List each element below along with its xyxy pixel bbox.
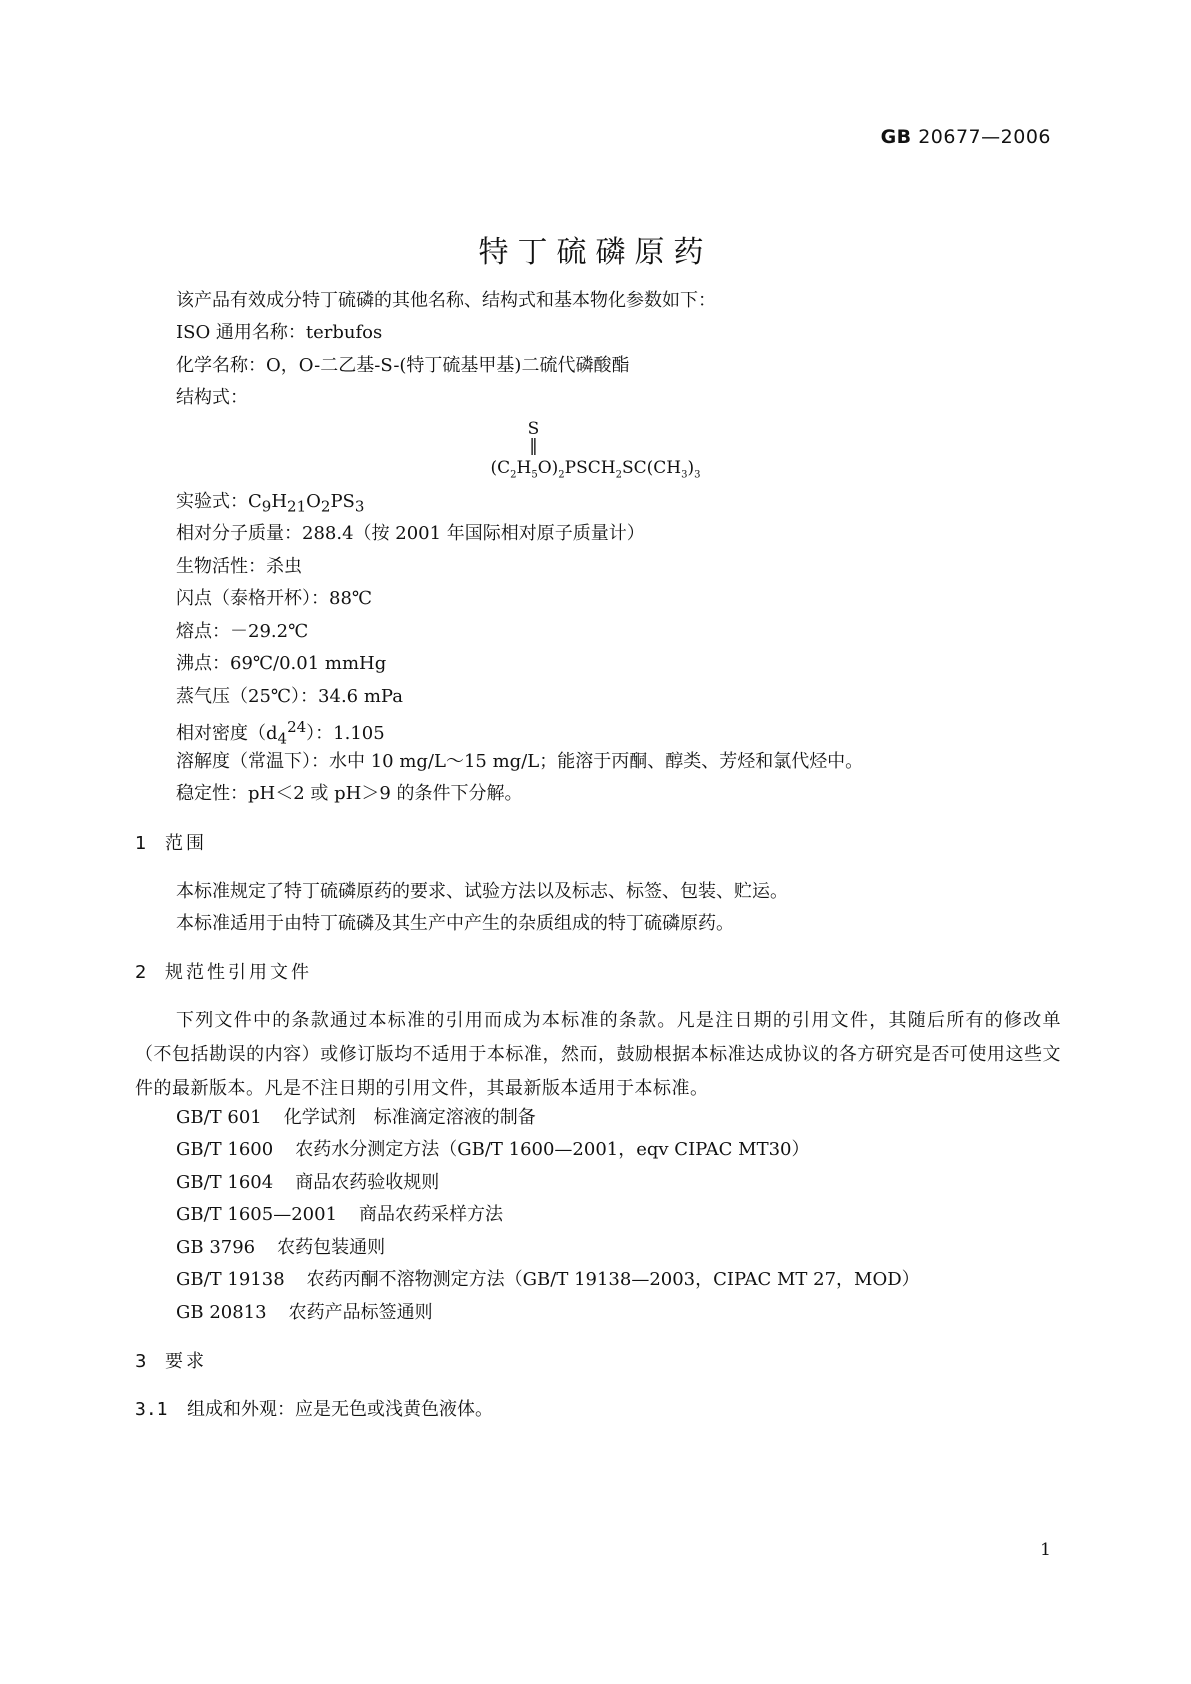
standard-code: 20677—2006 [918,126,1051,148]
normative-references-paragraph: 下列文件中的条款通过本标准的引用而成为本标准的条款。凡是注日期的引用文件，其随后所有的修改单（不包括勘误的内容）或修订版均不适用于本标准，然而，鼓励根据本标准达成协议的各方研究是否可使用这些文件的最新版本。凡是不注日期的引用文件，其最新版本适用于本标准。 [135,1010,1061,1099]
reference-code: GB/T 1605—2001 [176,1204,338,1225]
section-title: 要求 [165,1351,207,1372]
clause-text: 组成和外观：应是无色或浅黄色液体。 [187,1399,493,1420]
solubility: 溶解度（常温下）：水中 10 mg/L～15 mg/L；能溶于丙酮、醇类、芳烃和氯代烃中。 [176,751,864,772]
double-bond-mark: ‖ [529,436,538,456]
empirical-formula: 实验式：$C_9H_{21}O_2PS_3$ [176,491,365,516]
reference-item [176,1174,439,1192]
reference-title: 商品农药采样方法 [359,1204,504,1225]
molecular-weight: 相对分子质量：288.4（按 2001 年国际相对原子质量计） [176,523,645,544]
reference-code: GB 20813 [176,1302,267,1323]
reference-item [176,1109,536,1127]
flash-point: 闪点（泰格开杯）：88℃ [176,588,373,609]
biological-activity: 生物活性：杀虫 [176,556,302,577]
reference-code: GB/T 19138 [176,1269,285,1290]
reference-item [176,1239,385,1257]
reference-code: GB/T 1600 [176,1139,274,1160]
reference-title: 农药包装通则 [277,1237,386,1258]
structure-double-bond [0,436,1191,456]
reference-item [176,1141,809,1159]
reference-item [176,1304,433,1322]
page-number: 1 [1040,1540,1051,1560]
scope-paragraph-1: 本标准规定了特丁硫磷原药的要求、试验方法以及标志、标签、包装、贮运。 [176,881,788,902]
clause-number: 3.1 [135,1399,168,1420]
reference-code: GB/T 601 [176,1107,262,1128]
section-1-heading [135,835,207,853]
reference-code: GB 3796 [176,1237,256,1258]
section-2-heading [135,964,312,982]
reference-title: 农药水分测定方法（GB/T 1600—2001，eqv CIPAC MT30） [295,1139,810,1160]
scope-paragraph-2: 本标准适用于由特丁硫磷及其生产中产生的杂质组成的特丁硫磷原药。 [176,913,734,934]
section-title: 范围 [165,833,207,854]
reference-title: 农药丙酮不溶物测定方法（GB/T 19138—2003，CIPAC MT 27，MOD） [306,1269,920,1290]
vapor-pressure: 蒸气压（25℃）：34.6 mPa [176,686,403,707]
structure-s-atom: S [527,419,540,439]
section-title: 规范性引用文件 [165,962,312,983]
structural-formula: $(C_2H_5O)_2PSCH_2SC(CH_3)_3$ [490,458,701,481]
chemical-name: 化学名称：O，O-二乙基-S-(特丁硫基甲基)二硫代磷酸酯 [176,355,630,376]
standard-prefix: GB [880,126,912,148]
intro-lead: 该产品有效成分特丁硫磷的其他名称、结构式和基本物化参数如下： [176,290,716,311]
standard-number [881,126,1051,148]
reference-title: 化学试剂 标准滴定溶液的制备 [283,1107,536,1128]
boiling-point: 沸点：69℃/0.01 mmHg [176,653,387,674]
document-title: 特丁硫磷原药 [478,235,713,270]
section-number: 3 [135,1351,147,1372]
reference-title: 商品农药验收规则 [295,1172,440,1193]
clause-3-1 [135,1401,493,1419]
reference-code: GB/T 1604 [176,1172,274,1193]
structure-label: 结构式： [176,387,248,408]
stability: 稳定性：pH＜2 或 pH＞9 的条件下分解。 [176,783,523,804]
melting-point: 熔点：－29.2℃ [176,621,309,642]
relative-density: 相对密度$(d_4^{24})$：1.105 [176,718,385,748]
section-number: 1 [135,833,147,854]
iso-common-name: ISO 通用名称：terbufos [176,322,383,343]
reference-item [176,1271,920,1289]
reference-title: 农药产品标签通则 [288,1302,433,1323]
reference-item [176,1206,503,1224]
section-3-heading [135,1353,207,1371]
section-number: 2 [135,962,147,983]
